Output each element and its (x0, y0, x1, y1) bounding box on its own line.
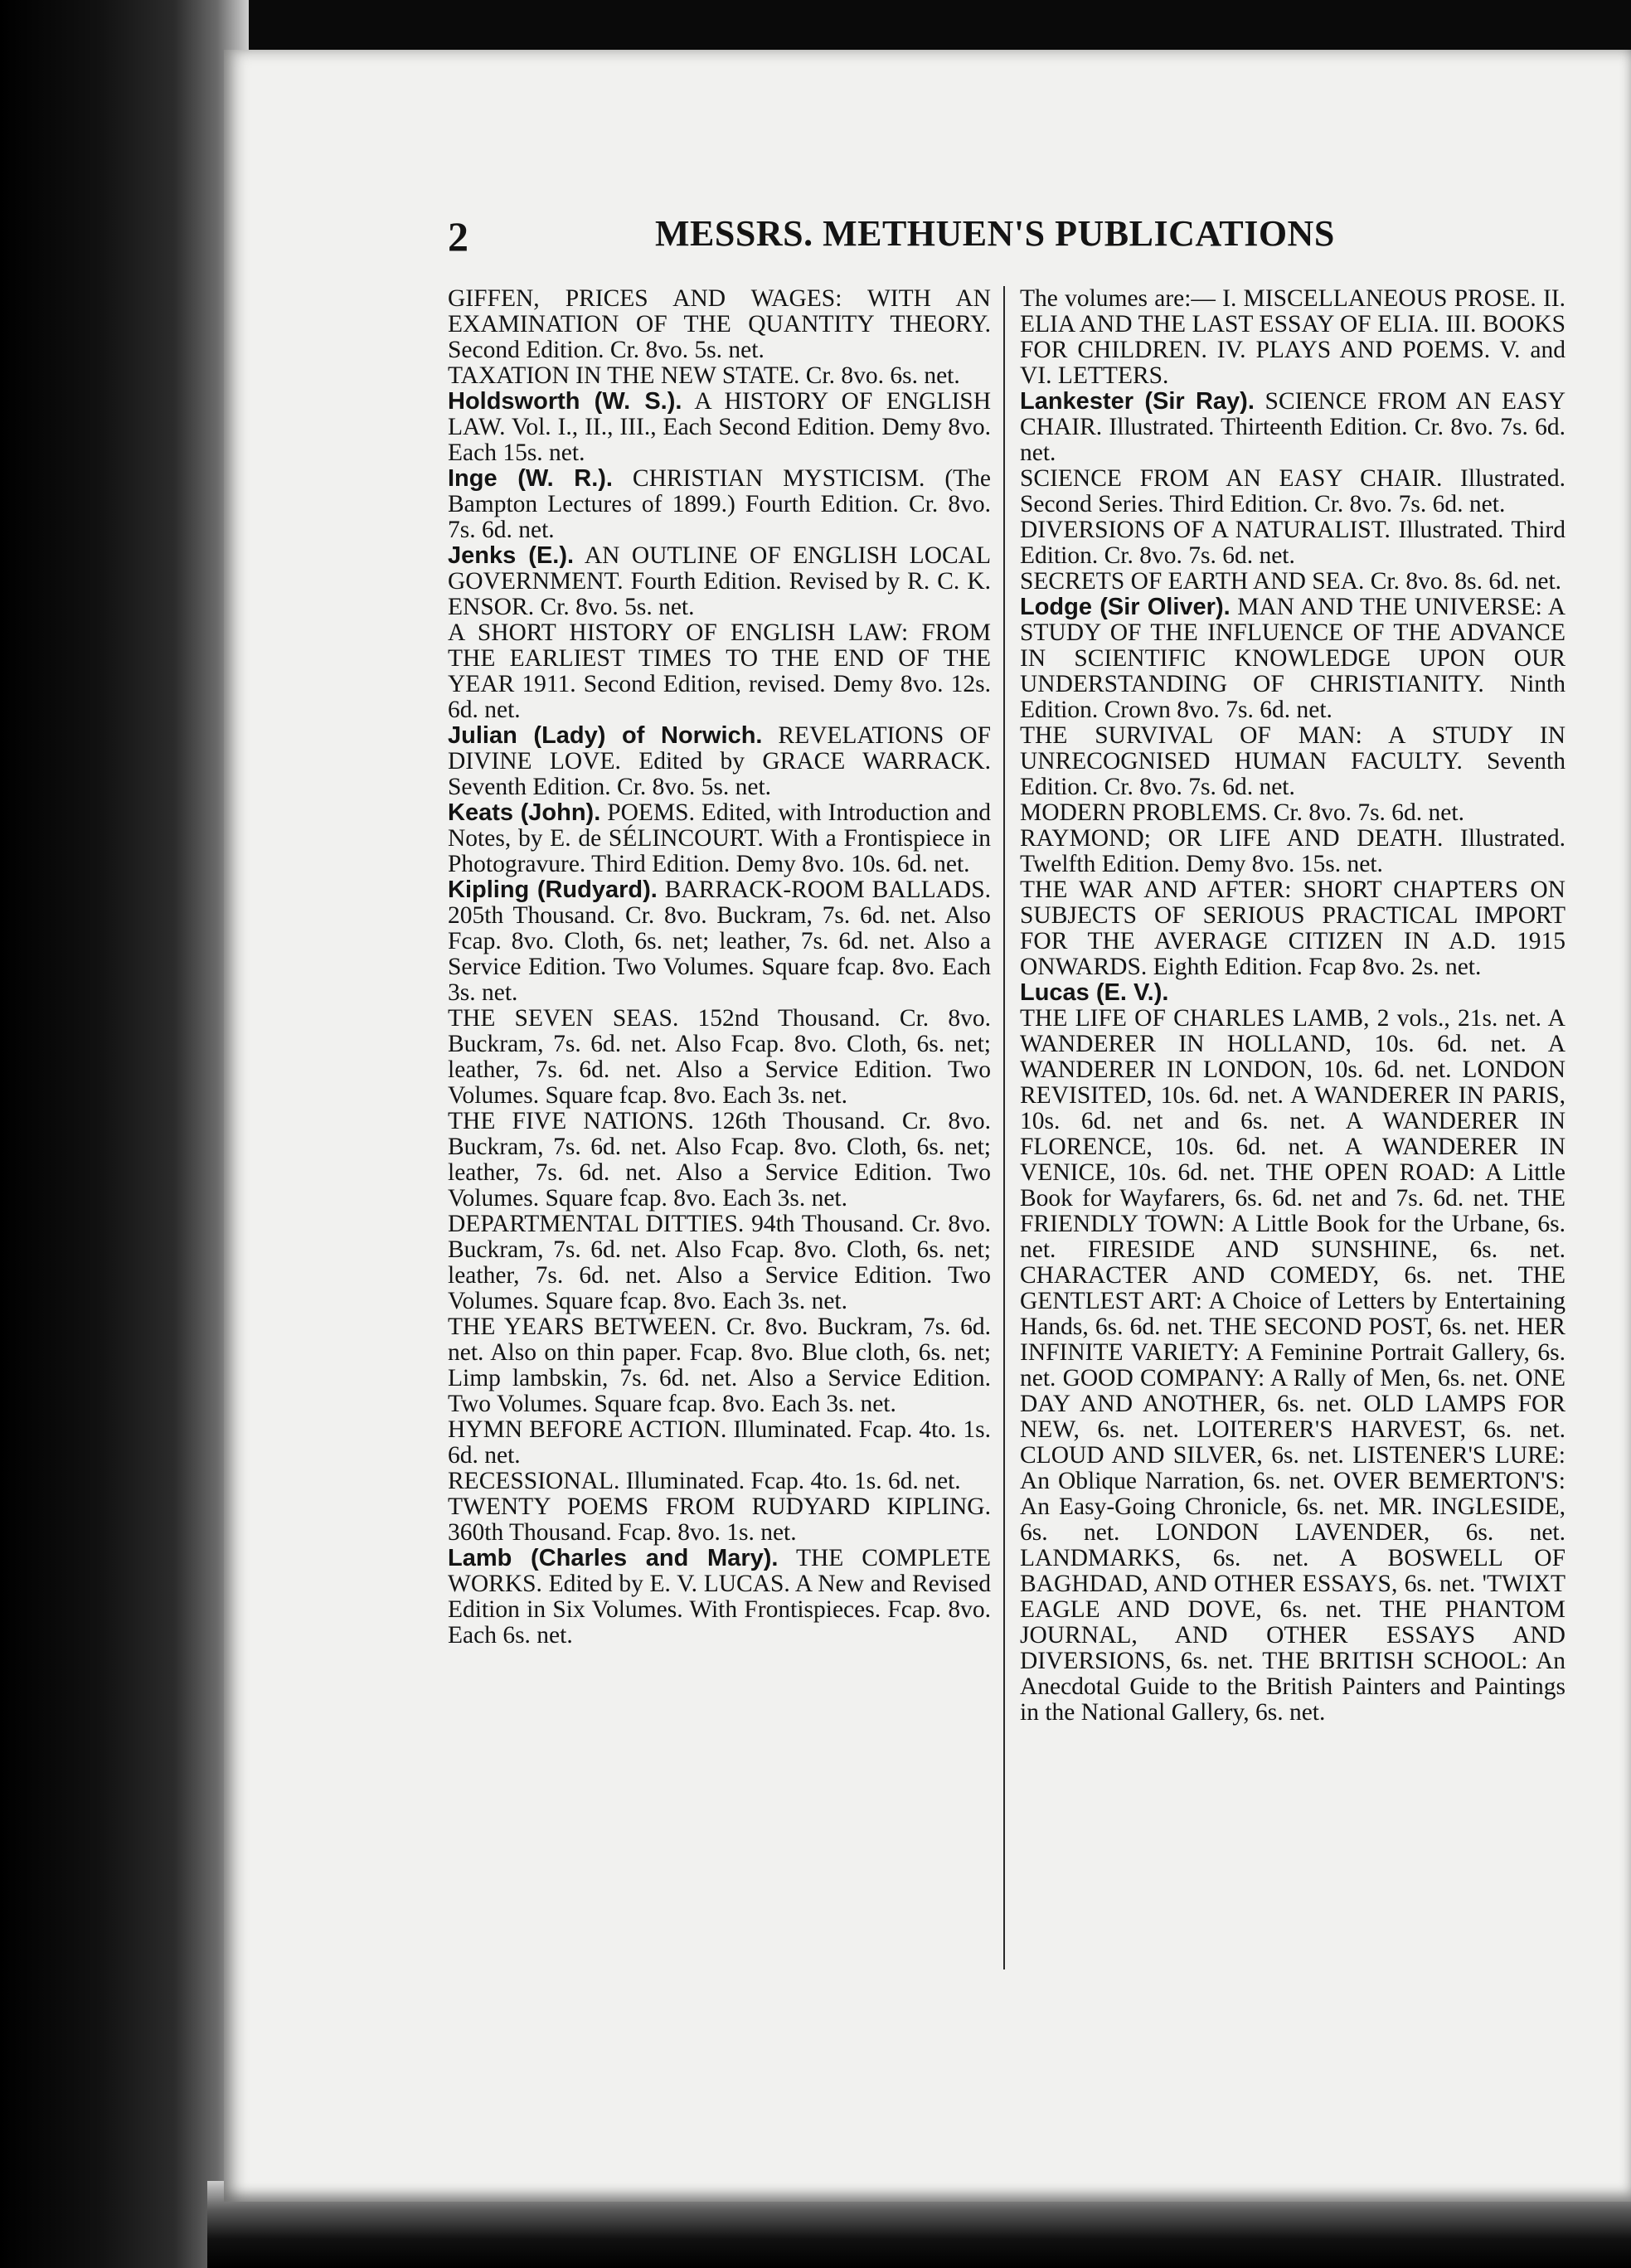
entry-text: RECESSIONAL. Illuminated. Fcap. 4to. 1s. 6d. net. (448, 1468, 961, 1494)
catalogue-entry (1020, 800, 1565, 826)
page-number: 2 (448, 213, 468, 260)
entry-text: THE FIVE NATIONS. 126th Thousand. Cr. 8vo. Buckram, 7s. 6d. net. Also Fcap. 8vo. Cloth, 6s. net; leather, 7s. 6d. net. Also a Service Edition. Two Volumes. Square fcap. 8vo. Each 3s. net. (448, 1108, 991, 1212)
catalogue-entry (448, 286, 991, 363)
entry-author: Inge (W. R.). (448, 465, 613, 492)
entry-text: A HISTORY OF ENGLISH LAW. Vol. I., II., III., Each Second Edition. Demy 8vo. Each 15s. net. (448, 388, 991, 466)
entry-text: REVELATIONS OF DIVINE LOVE. Edited by GRACE WARRACK. Seventh Edition. Cr. 8vo. 5s. net. (448, 722, 991, 800)
catalogue-entry (1020, 723, 1565, 800)
entry-author: Keats (John). (448, 799, 601, 826)
entry-text: SCIENCE FROM AN EASY CHAIR. Illustrated. Second Series. Third Edition. Cr. 8vo. 7s. 6d. net. (1020, 465, 1565, 517)
entry-text: THE WAR AND AFTER: SHORT CHAPTERS ON SUBJECTS OF SERIOUS PRACTICAL IMPORT FOR THE AVERAGE CITIZEN IN A.D. 1915 ONWARDS. Eighth Edition. Fcap 8vo. 2s. net. (1020, 877, 1565, 980)
catalogue-entry (448, 877, 991, 1006)
catalogue-entry (448, 543, 991, 620)
catalogue-entry (1020, 1006, 1565, 1726)
catalogue-entry (448, 389, 991, 466)
catalogue-entry (1020, 466, 1565, 517)
entry-text: SCIENCE FROM AN EASY CHAIR. Illustrated. Thirteenth Edition. Cr. 8vo. 7s. 6d. net. (1020, 388, 1565, 466)
catalogue-entry (448, 1212, 991, 1314)
entry-text: A SHORT HISTORY OF ENGLISH LAW: FROM THE EARLIEST TIMES TO THE END OF THE YEAR 1911. Second Edition, revised. Demy 8vo. 12s. 6d. net. (448, 619, 991, 723)
catalogue-entry (1020, 877, 1565, 980)
catalogue-entry (448, 466, 991, 543)
catalogue-entry (1020, 595, 1565, 723)
catalogue-entry (448, 1494, 991, 1546)
left-column (448, 286, 991, 1978)
catalogue-entry (1020, 569, 1565, 595)
catalogue-entry (1020, 389, 1565, 466)
catalogue-entry (448, 800, 991, 877)
catalogue-entry (1020, 517, 1565, 569)
entry-text: The volumes are:— I. MISCELLANEOUS PROSE. II. ELIA AND THE LAST ESSAY OF ELIA. III. BOOKS FOR CHILDREN. IV. PLAYS AND POEMS. V. and VI. LETTERS. (1020, 286, 1565, 389)
entry-text: THE SEVEN SEAS. 152nd Thousand. Cr. 8vo. Buckram, 7s. 6d. net. Also Fcap. 8vo. Cloth, 6s. net; leather, 7s. 6d. net. Also a Service Edition. Two Volumes. Square fcap. 8vo. Each 3s. net. (448, 1005, 991, 1109)
catalogue-entry (448, 363, 991, 389)
catalogue-entry (448, 1417, 991, 1469)
entry-text: RAYMOND; OR LIFE AND DEATH. Illustrated. Twelfth Edition. Demy 8vo. 15s. net. (1020, 825, 1565, 877)
entry-text: MAN AND THE UNIVERSE: A STUDY OF THE INFLUENCE OF THE ADVANCE IN SCIENTIFIC KNOWLEDGE UPON OUR UNDERSTANDING OF CHRISTIANITY. Ninth Edition. Crown 8vo. 7s. 6d. net. (1020, 594, 1565, 723)
entry-author: Julian (Lady) of Norwich. (448, 722, 763, 749)
catalogue-entry (1020, 980, 1565, 1006)
book-edge-left (0, 0, 249, 2268)
catalogue-entry (448, 1109, 991, 1212)
entry-text: SECRETS OF EARTH AND SEA. Cr. 8vo. 8s. 6d. net. (1020, 568, 1562, 595)
catalogue-entry (448, 1469, 991, 1494)
entry-author: Lamb (Charles and Mary). (448, 1545, 779, 1571)
catalogue-entry (1020, 286, 1565, 389)
entry-text: TWENTY POEMS FROM RUDYARD KIPLING. 360th Thousand. Fcap. 8vo. 1s. net. (448, 1493, 991, 1546)
entry-text: MODERN PROBLEMS. Cr. 8vo. 7s. 6d. net. (1020, 799, 1464, 826)
entry-text: TAXATION IN THE NEW STATE. Cr. 8vo. 6s. net. (448, 362, 960, 389)
entry-author: Lankester (Sir Ray). (1020, 388, 1255, 415)
entry-text: THE LIFE OF CHARLES LAMB, 2 vols., 21s. net. A WANDERER IN HOLLAND, 10s. 6d. net. A WANDERER IN LONDON, 10s. 6d. net. LONDON REVISITED, 10s. 6d. net. A WANDERER IN PARIS, 10s. 6d. net and 6s. net. A WANDERER IN FLORENCE, 10s. 6d. net. A WANDERER IN VENICE, 10s. 6d. net. THE OPEN ROAD: A Little Book for Wayfarers, 6s. 6d. net and 7s. 6d. net. THE FRIENDLY TOWN: A Little Book for the Urbane, 6s. net. FIRESIDE AND SUNSHINE, 6s. net. CHARACTER AND COMEDY, 6s. net. THE GENTLEST ART: A Choice of Letters by Entertaining Hands, 6s. 6d. net. THE SECOND POST, 6s. net. HER INFINITE VARIETY: A Feminine Portrait Gallery, 6s. net. GOOD COMPANY: A Rally of Men, 6s. net. ONE DAY AND ANOTHER, 6s. net. OLD LAMPS FOR NEW, 6s. net. LOITERER'S HARVEST, 6s. net. CLOUD AND SILVER, 6s. net. LISTENER'S LURE: An Oblique Narration, 6s. net. OVER BEMERTON'S: An Easy-Going Chronicle, 6s. net. MR. INGLESIDE, 6s. net. LONDON LAVENDER, 6s. net. LANDMARKS, 6s. net. A BOSWELL OF BAGHDAD, AND OTHER ESSAYS, 6s. net. 'TWIXT EAGLE AND DOVE, 6s. net. THE PHANTOM JOURNAL, AND OTHER ESSAYS AND DIVERSIONS, 6s. net. THE BRITISH SCHOOL: An Anecdotal Guide to the British Painters and Paintings in the National Gallery, 6s. net. (1020, 1005, 1565, 1726)
entry-author: Holdsworth (W. S.). (448, 388, 682, 415)
catalogue-entry (448, 1006, 991, 1109)
entry-text: HYMN BEFORE ACTION. Illuminated. Fcap. 4to. 1s. 6d. net. (448, 1416, 991, 1469)
entry-text: THE SURVIVAL OF MAN: A STUDY IN UNRECOGNISED HUMAN FACULTY. Seventh Edition. Cr. 8vo. 7s. 6d. net. (1020, 722, 1565, 800)
entry-text: DEPARTMENTAL DITTIES. 94th Thousand. Cr. 8vo. Buckram, 7s. 6d. net. Also Fcap. 8vo. Cloth, 6s. net; leather, 7s. 6d. net. Also a Service Edition. Two Volumes. Square fcap. 8vo. Each 3s. net. (448, 1211, 991, 1314)
entry-author: Lucas (E. V.). (1020, 979, 1169, 1006)
entry-text: THE COMPLETE WORKS. Edited by E. V. LUCAS. A New and Revised Edition in Six Volumes. With Frontispieces. Fcap. 8vo. Each 6s. net. (448, 1545, 991, 1649)
catalogue-entry (1020, 826, 1565, 877)
entry-text: BARRACK-ROOM BALLADS. 205th Thousand. Cr. 8vo. Buckram, 7s. 6d. net. Also Fcap. 8vo. Cloth, 6s. net; leather, 7s. 6d. net. Also a Service Edition. Two Volumes. Square fcap. 8vo. Each 3s. net. (448, 877, 991, 1006)
entry-author: Kipling (Rudyard). (448, 877, 658, 903)
catalogue-entry (448, 723, 991, 800)
entry-text: GIFFEN, PRICES AND WAGES: WITH AN EXAMINATION OF THE QUANTITY THEORY. Second Edition. Cr. 8vo. 5s. net. (448, 286, 991, 363)
entry-text: THE YEARS BETWEEN. Cr. 8vo. Buckram, 7s. 6d. net. Also on thin paper. Fcap. 8vo. Blue cloth, 6s. net; Limp lambskin, 7s. 6d. net. Also a Service Edition. Two Volumes. Square fcap. 8vo. Each 3s. net. (448, 1314, 991, 1417)
entry-text: AN OUTLINE OF ENGLISH LOCAL GOVERNMENT. Fourth Edition. Revised by R. C. K. ENSOR. Cr. 8vo. 5s. net. (448, 542, 991, 620)
entry-text: POEMS. Edited, with Introduction and Notes, by E. de SÉLINCOURT. With a Frontispiece in Photogravure. Third Edition. Demy 8vo. 10s. 6d. net. (448, 799, 991, 877)
entry-text: DIVERSIONS OF A NATURALIST. Illustrated. Third Edition. Cr. 8vo. 7s. 6d. net. (1020, 517, 1565, 569)
entry-text: CHRISTIAN MYSTICISM. (The Bampton Lectures of 1899.) Fourth Edition. Cr. 8vo. 7s. 6d. net. (448, 465, 991, 543)
column-divider (1003, 286, 1005, 1969)
entry-author: Jenks (E.). (448, 542, 575, 569)
catalogue-entry (448, 620, 991, 723)
catalogue-entry (448, 1546, 991, 1649)
running-title: MESSRS. METHUEN'S PUBLICATIONS (655, 213, 1335, 254)
catalogue-entry (448, 1314, 991, 1417)
entry-author: Lodge (Sir Oliver). (1020, 594, 1231, 620)
right-column (1020, 286, 1565, 1978)
